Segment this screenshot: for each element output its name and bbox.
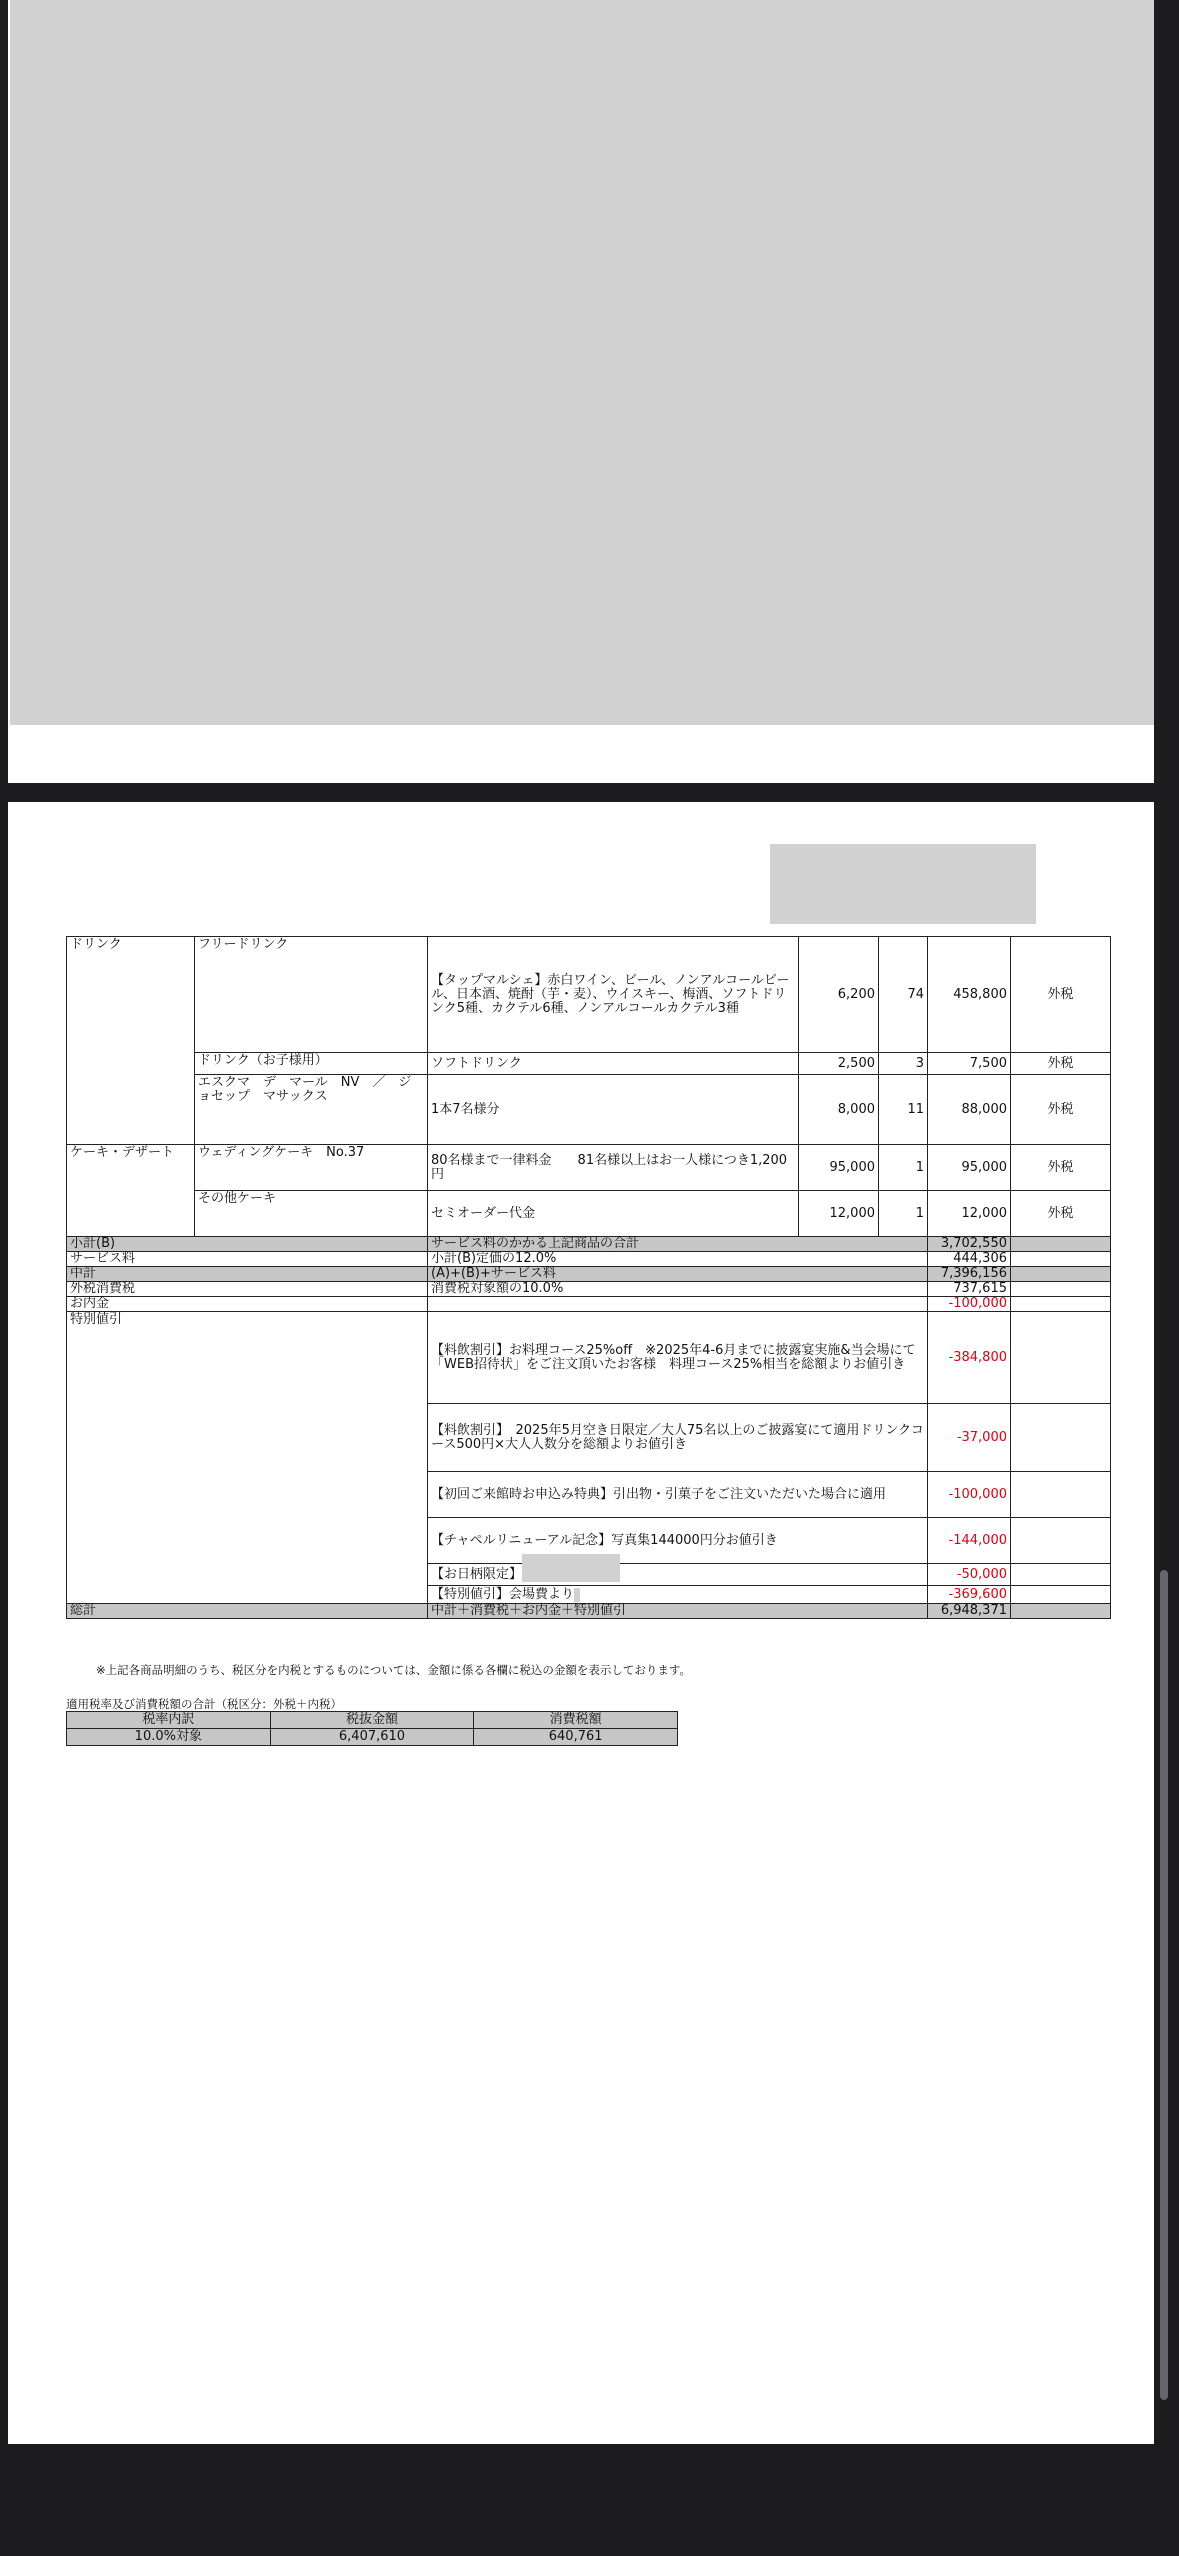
discount-description-text: 【特別値引】会場費より	[431, 1586, 575, 1602]
empty-cell	[1011, 1237, 1111, 1252]
category-cell: ケーキ・デザート	[67, 1145, 195, 1237]
unit-price-cell: 2,500	[799, 1053, 879, 1075]
discount-description: 【チャペルリニューアル記念】写真集144000円分お値引き	[428, 1518, 928, 1564]
summary-label: 小計(B)	[67, 1237, 428, 1252]
empty-cell	[1011, 1518, 1111, 1564]
scrollbar[interactable]	[1160, 1570, 1168, 2400]
table-row	[67, 1075, 1111, 1145]
quantity-cell: 74	[879, 937, 928, 1053]
discount-description: 【初回ご来館時お申込み特典】引出物・引菓子をご注文いただいた場合に適用	[428, 1472, 928, 1518]
item-name-cell: ウェディングケーキ No.37	[195, 1145, 428, 1191]
summary-description: サービス料のかかる上記商品の合計	[428, 1237, 928, 1252]
tax-rate-header: 税抜金額	[270, 1712, 474, 1729]
deposit-row	[67, 1297, 1111, 1312]
quantity-cell: 1	[879, 1191, 928, 1237]
item-name-cell: ドリンク（お子様用）	[195, 1053, 428, 1075]
item-description-cell: 80名様まで一律料金 81名様以上はお一人様につき1,200円	[428, 1145, 799, 1191]
tax-type-cell: 外税	[1011, 937, 1111, 1053]
empty-cell	[1011, 1297, 1111, 1312]
tax-rate-header: 消費税額	[474, 1712, 678, 1729]
empty-cell	[1011, 1267, 1111, 1282]
tax-rate-table	[66, 1711, 678, 1746]
tax-type-cell: 外税	[1011, 1191, 1111, 1237]
tax-rate-cell: 10.0%対象	[67, 1729, 271, 1746]
unit-price-cell: 12,000	[799, 1191, 879, 1237]
summary-amount: 737,615	[928, 1282, 1011, 1297]
table-row	[67, 937, 1111, 1053]
amount-cell: 95,000	[928, 1145, 1011, 1191]
total-description: 中計＋消費税＋お内金＋特別値引	[428, 1604, 928, 1619]
unit-price-cell: 95,000	[799, 1145, 879, 1191]
discount-description: 【料飲割引】お料理コース25%off ※2025年4-6月までに披露宴実施&当会場にて「WEB招待状」をご注文頂いたお客様 料理コース25%相当を総額よりお値引き	[428, 1312, 928, 1404]
table-row	[67, 1145, 1111, 1191]
item-description-cell: セミオーダー代金	[428, 1191, 799, 1237]
document-page-2	[8, 802, 1154, 2444]
summary-description: (A)+(B)+サービス料	[428, 1267, 928, 1282]
discount-label: 特別値引	[67, 1312, 428, 1604]
summary-amount: 3,702,550	[928, 1237, 1011, 1252]
tax-rate-cell: 6,407,610	[270, 1729, 474, 1746]
item-name-cell: フリードリンク	[195, 937, 428, 1053]
empty-cell	[1011, 1586, 1111, 1604]
discount-amount: -369,600	[928, 1586, 1011, 1604]
item-name-cell: エスクマ デ マール NV ／ ジョセップ マサックス	[195, 1075, 428, 1145]
tax-rate-header: 税率内訳	[67, 1712, 271, 1729]
total-amount: 6,948,371	[928, 1604, 1011, 1619]
discount-description: 【料飲割引】 2025年5月空き日限定／大人75名以上のご披露宴にて適用ドリンクコース500円×大人人数分を総額よりお値引き	[428, 1404, 928, 1472]
item-description-cell: ソフトドリンク	[428, 1053, 799, 1075]
summary-amount: 7,396,156	[928, 1267, 1011, 1282]
tax-note: ※上記各商品明細のうち、税区分を内税とするものについては、金額に係る各欄に税込の金額を表示しております。	[96, 1663, 691, 1677]
discount-description	[428, 1564, 928, 1586]
tax-row	[67, 1282, 1111, 1297]
empty-cell	[1011, 1472, 1111, 1518]
discount-amount: -100,000	[928, 1472, 1011, 1518]
quantity-cell: 1	[879, 1145, 928, 1191]
empty-cell	[1011, 1252, 1111, 1267]
tax-rate-row	[67, 1729, 678, 1746]
discount-amount: -37,000	[928, 1404, 1011, 1472]
discount-description	[428, 1586, 928, 1604]
tax-rate-caption: 適用税率及び消費税額の合計（税区分：外税＋内税）	[66, 1697, 342, 1711]
amount-cell: 458,800	[928, 937, 1011, 1053]
summary-description: 消費税対象額の10.0%	[428, 1282, 928, 1297]
midtotal-row	[67, 1267, 1111, 1282]
empty-cell	[1011, 1564, 1111, 1586]
table-row	[67, 1053, 1111, 1075]
redacted-header-area	[770, 844, 1036, 924]
subtotal-row	[67, 1237, 1111, 1252]
amount-cell: 12,000	[928, 1191, 1011, 1237]
invoice-table	[66, 936, 1111, 1619]
discount-row	[67, 1312, 1111, 1404]
quantity-cell: 11	[879, 1075, 928, 1145]
service-charge-row	[67, 1252, 1111, 1267]
summary-label: 外税消費税	[67, 1282, 428, 1297]
unit-price-cell: 6,200	[799, 937, 879, 1053]
tax-type-cell: 外税	[1011, 1145, 1111, 1191]
item-name-cell: その他ケーキ	[195, 1191, 428, 1237]
discount-amount: -144,000	[928, 1518, 1011, 1564]
category-cell: ドリンク	[67, 937, 195, 1145]
unit-price-cell: 8,000	[799, 1075, 879, 1145]
empty-cell	[1011, 1282, 1111, 1297]
summary-amount: -100,000	[928, 1297, 1011, 1312]
tax-rate-cell: 640,761	[474, 1729, 678, 1746]
empty-cell	[1011, 1404, 1111, 1472]
summary-label: お内金	[67, 1297, 428, 1312]
discount-amount: -50,000	[928, 1564, 1011, 1586]
quantity-cell: 3	[879, 1053, 928, 1075]
summary-label: 中計	[67, 1267, 428, 1282]
tax-type-cell: 外税	[1011, 1075, 1111, 1145]
redacted-inline	[522, 1554, 620, 1582]
empty-cell	[1011, 1312, 1111, 1404]
redacted-area	[10, 0, 1154, 725]
redacted-inline	[574, 1588, 580, 1602]
summary-amount: 444,306	[928, 1252, 1011, 1267]
summary-description	[428, 1297, 928, 1312]
item-description-cell: 1本7名様分	[428, 1075, 799, 1145]
table-row	[67, 1191, 1111, 1237]
empty-cell	[1011, 1604, 1111, 1619]
discount-description-text: 【お日柄限定】	[431, 1566, 523, 1582]
total-label: 総計	[67, 1604, 428, 1619]
document-page-1	[8, 0, 1154, 783]
summary-description: 小計(B)定価の12.0%	[428, 1252, 928, 1267]
discount-amount: -384,800	[928, 1312, 1011, 1404]
tax-rate-header-row	[67, 1712, 678, 1729]
item-description-cell: 【タップマルシェ】赤白ワイン、ビール、ノンアルコールビール、日本酒、焼酎（芋・麦）、ウイスキー、梅酒、ソフトドリンク5種、カクテル6種、ノンアルコールカクテル3種	[428, 937, 799, 1053]
summary-label: サービス料	[67, 1252, 428, 1267]
amount-cell: 88,000	[928, 1075, 1011, 1145]
tax-type-cell: 外税	[1011, 1053, 1111, 1075]
amount-cell: 7,500	[928, 1053, 1011, 1075]
grand-total-row	[67, 1604, 1111, 1619]
